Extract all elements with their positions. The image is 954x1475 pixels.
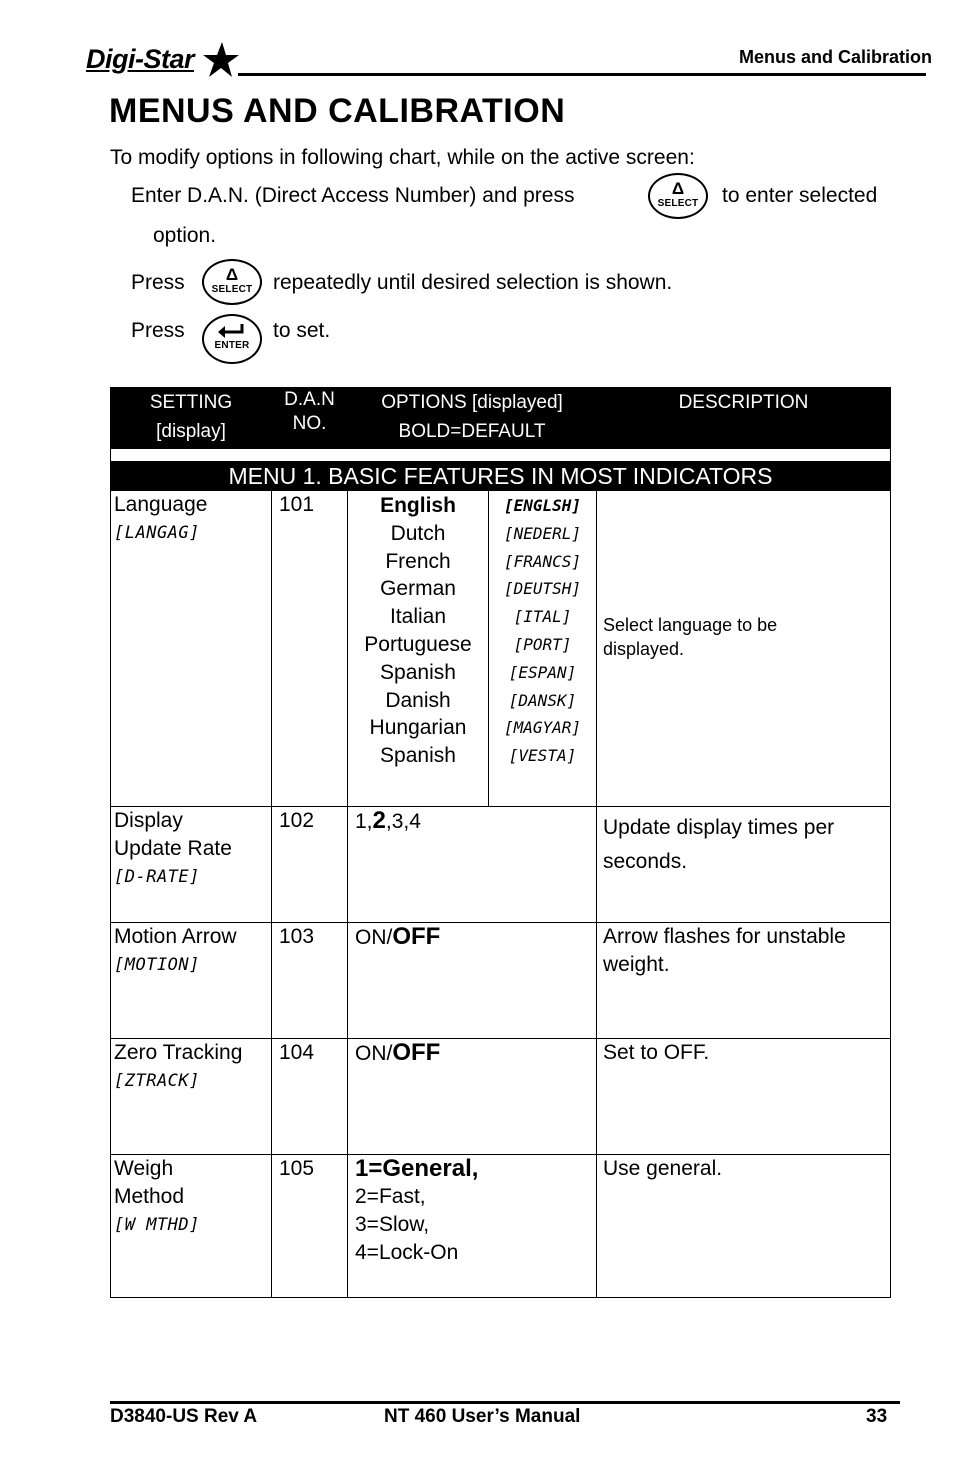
setting-cell xyxy=(111,807,272,923)
language-code-list xyxy=(489,491,596,770)
spacer-row xyxy=(111,449,891,462)
options-value: 2=Fast, xyxy=(355,1185,426,1208)
description-text: Arrow flashes for unstable weight. xyxy=(603,925,846,976)
intro-line-2a: Enter D.A.N. (Direct Access Number) and press xyxy=(131,184,575,207)
list-item: Italian xyxy=(389,605,447,629)
setting-code: [W MTHD] xyxy=(114,1215,200,1235)
list-item: [DEUTSH] xyxy=(503,579,582,599)
page-number: 33 xyxy=(866,1406,888,1427)
footer-rule xyxy=(110,1401,900,1404)
delta-icon: Δ xyxy=(671,179,685,198)
header-setting: SETTING [display] xyxy=(111,388,272,449)
list-item: [ESPAN] xyxy=(508,662,577,682)
intro-line-3a: Press xyxy=(131,271,185,294)
list-item: French xyxy=(385,549,451,573)
setting-name: Weigh xyxy=(114,1157,174,1180)
codes-cell xyxy=(489,491,597,807)
dan-value: 105 xyxy=(279,1157,315,1180)
description-cell xyxy=(597,1039,891,1155)
setting-name: Method xyxy=(114,1185,185,1208)
dan-value: 101 xyxy=(279,493,315,516)
list-item: Portuguese xyxy=(364,632,472,656)
options-cell xyxy=(348,1155,597,1298)
setting-code: [LANGAG] xyxy=(114,523,200,543)
setting-name: Zero Tracking xyxy=(114,1041,243,1064)
setting-code: [D-RATE] xyxy=(114,867,200,887)
description-cell xyxy=(597,491,891,807)
table-row xyxy=(111,1039,891,1155)
list-item: Dutch xyxy=(390,521,446,545)
setting-name: Motion Arrow xyxy=(114,925,237,948)
options-value: ON/OFF xyxy=(355,1039,441,1066)
select-button-icon-2 xyxy=(202,259,262,305)
intro-line-2b: to enter selected xyxy=(722,184,878,207)
list-item: Spanish xyxy=(380,744,456,768)
options-value: 4=Lock-On xyxy=(355,1241,459,1264)
menu-title: MENU 1. BASIC FEATURES IN MOST INDICATORS xyxy=(111,462,891,491)
intro-line-1: To modify options in following chart, while on the active screen: xyxy=(110,146,695,169)
description-cell xyxy=(597,1155,891,1298)
language-list xyxy=(348,491,488,770)
enter-arrow-icon xyxy=(217,323,247,339)
footer-doc-id: D3840-US Rev A xyxy=(110,1406,258,1427)
setting-name: Update Rate xyxy=(114,837,232,860)
setting-name: Language xyxy=(114,493,208,516)
description-text: Use general. xyxy=(603,1157,723,1180)
options-value: ON/OFF xyxy=(355,923,441,950)
list-item: English xyxy=(380,494,456,517)
options-value: 1,2,3,4 xyxy=(355,807,421,834)
star-logo-icon xyxy=(200,40,240,80)
page-title: MENUS AND CALIBRATION xyxy=(109,92,566,130)
dan-cell xyxy=(272,491,348,807)
options-cell xyxy=(348,923,597,1039)
list-item: [DANSK] xyxy=(508,690,577,710)
list-item: [FRANCS] xyxy=(503,551,582,571)
options-value: 3=Slow, xyxy=(355,1213,430,1236)
description-text: Select language to be displayed. xyxy=(603,614,778,659)
list-item: [PORT] xyxy=(513,634,572,654)
setting-code: [MOTION] xyxy=(114,955,200,975)
enter-label: ENTER xyxy=(214,340,250,351)
list-item: German xyxy=(380,577,456,601)
options-cell xyxy=(348,1039,597,1155)
list-item: [MAGYAR] xyxy=(503,718,582,738)
dan-cell xyxy=(272,923,348,1039)
description-cell xyxy=(597,923,891,1039)
list-item: Danish xyxy=(385,688,451,712)
select-button-icon xyxy=(648,173,708,219)
setting-code: [ZTRACK] xyxy=(114,1071,200,1091)
intro-line-4a: Press xyxy=(131,319,185,342)
table-row xyxy=(111,923,891,1039)
list-item: [ENGLSH] xyxy=(503,496,582,515)
dan-cell xyxy=(272,1039,348,1155)
dan-cell xyxy=(272,807,348,923)
table-row xyxy=(111,807,891,923)
description-text: Set to OFF. xyxy=(603,1041,710,1064)
setting-cell xyxy=(111,491,272,807)
menu-title-row xyxy=(111,462,891,491)
list-item: [VESTA] xyxy=(508,746,577,766)
table-row xyxy=(111,1155,891,1298)
intro-line-4b: to set. xyxy=(273,319,331,342)
table-header-row xyxy=(111,388,891,449)
header-dan: D.A.N NO. xyxy=(272,388,348,449)
header-options: OPTIONS [displayed] BOLD=DEFAULT xyxy=(348,388,597,449)
setting-cell xyxy=(111,923,272,1039)
options-default: 1=General, xyxy=(355,1155,479,1182)
intro-line-3b: repeatedly until desired selection is shown. xyxy=(273,271,673,294)
setting-name: Display xyxy=(114,809,183,832)
dan-value: 102 xyxy=(279,809,315,832)
list-item: [NEDERL] xyxy=(503,523,582,543)
list-item: Hungarian xyxy=(369,716,467,740)
select-label: SELECT xyxy=(211,284,253,295)
digi-star-logo: Digi-Star xyxy=(86,44,195,74)
enter-button-icon xyxy=(202,314,262,364)
dan-value: 104 xyxy=(279,1041,315,1064)
intro-line-2c: option. xyxy=(153,224,217,247)
header-rule xyxy=(238,73,926,76)
list-item: Spanish xyxy=(380,660,456,684)
options-cell xyxy=(348,807,597,923)
list-item: [ITAL] xyxy=(513,607,572,627)
settings-table xyxy=(110,387,891,1298)
table-row xyxy=(111,491,891,807)
options-cell xyxy=(348,491,489,807)
delta-icon: Δ xyxy=(225,265,239,284)
setting-cell xyxy=(111,1039,272,1155)
dan-value: 103 xyxy=(279,925,315,948)
select-label: SELECT xyxy=(657,198,699,209)
setting-cell xyxy=(111,1155,272,1298)
header-description: DESCRIPTION xyxy=(597,388,891,449)
description-cell xyxy=(597,807,891,923)
footer-manual-title: NT 460 User’s Manual xyxy=(384,1406,581,1427)
section-header: Menus and Calibration xyxy=(738,47,932,67)
description-text: Update display times per seconds. xyxy=(603,816,835,873)
dan-cell xyxy=(272,1155,348,1298)
